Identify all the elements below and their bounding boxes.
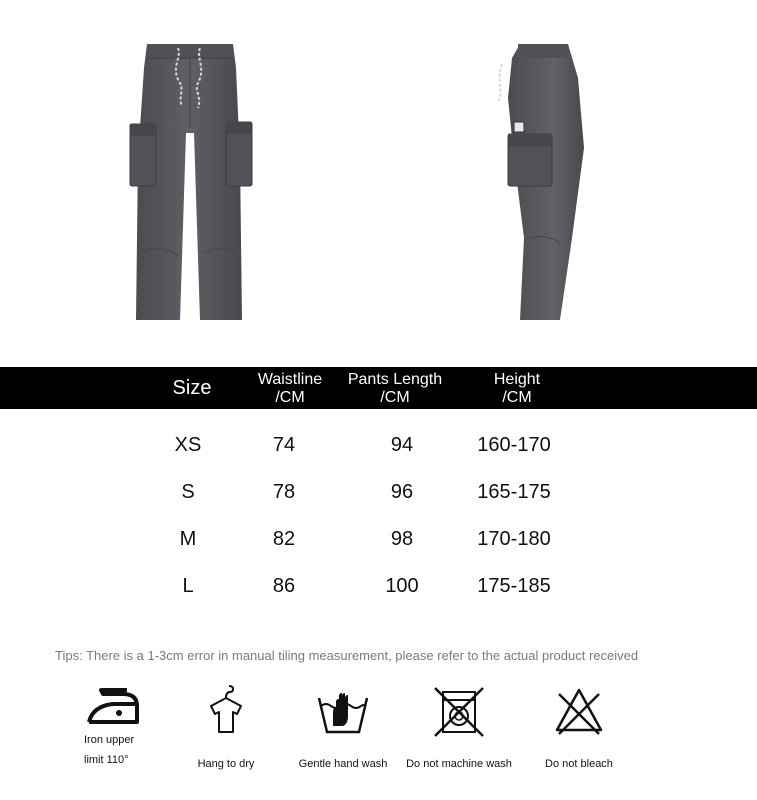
waist-cell: 86 <box>272 575 296 597</box>
hand-wash-label: Gentle hand wash <box>298 758 388 770</box>
pants-front-image <box>120 38 260 328</box>
length-cell: 98 <box>390 528 414 550</box>
no-bleach-icon <box>553 684 605 740</box>
care-no-bleach <box>532 684 626 774</box>
size-cell: S <box>181 481 195 503</box>
size-table-header <box>0 367 757 409</box>
height-cell: 165-175 <box>477 481 551 503</box>
header-pants-length <box>335 371 455 407</box>
length-cell: 94 <box>390 434 414 456</box>
pants-side-image <box>490 38 590 328</box>
no-machine-wash-label: Do not machine wash <box>406 758 512 770</box>
hang-dry-icon <box>203 684 249 740</box>
care-iron <box>78 684 148 770</box>
header-size: Size <box>172 377 212 399</box>
length-cell: 100 <box>385 575 419 597</box>
product-photos <box>0 0 757 360</box>
size-cell: M <box>179 528 197 550</box>
length-cell: 96 <box>390 481 414 503</box>
hang-label: Hang to dry <box>197 758 255 770</box>
table-row <box>0 420 757 467</box>
size-table-body <box>0 420 757 608</box>
size-cell: L <box>182 575 194 597</box>
header-waistline-unit: /CM <box>275 389 305 406</box>
hand-wash-icon <box>313 684 373 740</box>
height-cell: 160-170 <box>477 434 551 456</box>
waist-cell: 78 <box>272 481 296 503</box>
care-hang <box>186 684 266 774</box>
care-instructions <box>0 684 757 800</box>
header-waistline-label: Waistline <box>257 371 323 388</box>
header-height-unit: /CM <box>502 389 532 406</box>
no-bleach-label: Do not bleach <box>545 758 613 770</box>
no-machine-wash-icon <box>431 684 487 740</box>
header-pants-length-label: Pants Length <box>347 371 443 388</box>
header-height-label: Height <box>493 371 541 388</box>
table-row <box>0 561 757 608</box>
care-no-machine-wash <box>398 684 520 774</box>
care-hand-wash <box>290 684 396 774</box>
waist-cell: 82 <box>272 528 296 550</box>
header-pants-length-unit: /CM <box>380 389 410 406</box>
header-height <box>467 371 567 407</box>
table-row <box>0 514 757 561</box>
header-waistline <box>240 371 340 407</box>
measurement-tips: Tips: There is a 1-3cm error in manual tiling measurement, please refer to the actual product received <box>55 648 639 663</box>
table-row <box>0 467 757 514</box>
iron-icon <box>83 684 143 730</box>
iron-label-line2: limit 110° <box>84 754 129 766</box>
height-cell: 175-185 <box>477 575 551 597</box>
height-cell: 170-180 <box>477 528 551 550</box>
iron-label-line1: Iron upper <box>84 734 135 746</box>
size-cell: XS <box>174 434 202 456</box>
waist-cell: 74 <box>272 434 296 456</box>
